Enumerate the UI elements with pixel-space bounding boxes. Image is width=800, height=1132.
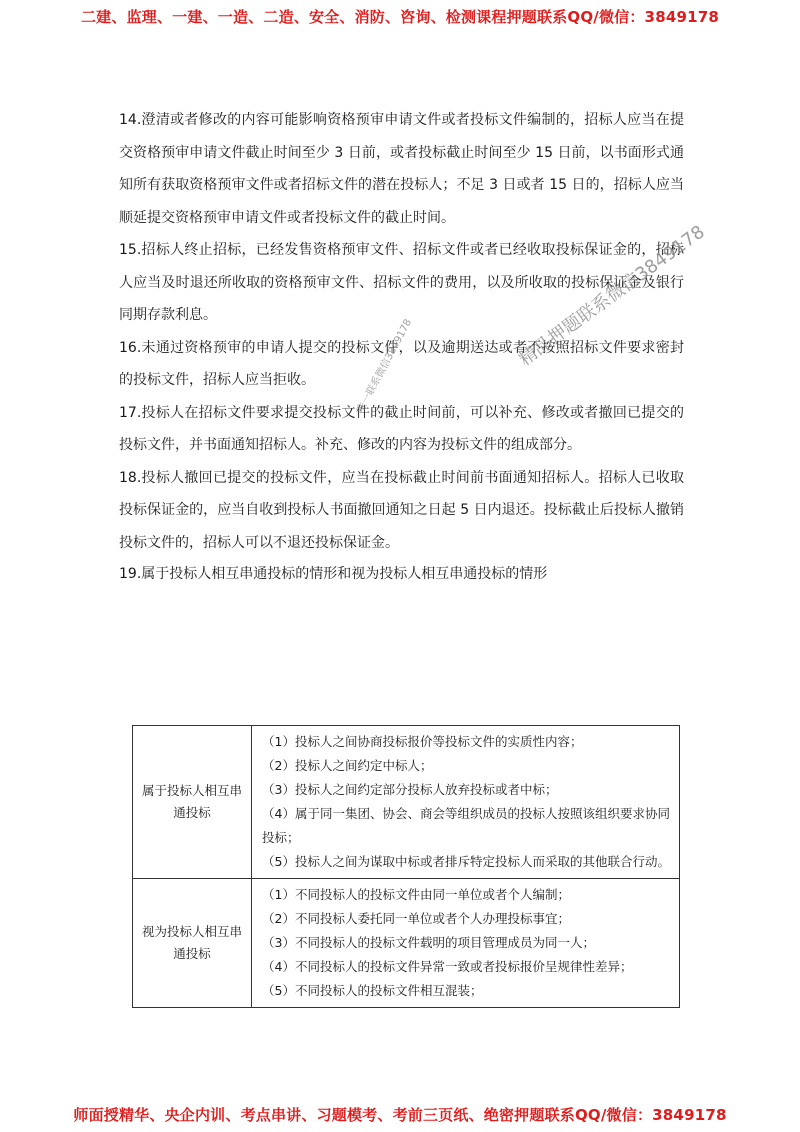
list-item: （5）不同投标人的投标文件相互混装； [262,983,483,998]
paragraph-14: 14.澄清或者修改的内容可能影响资格预审申请文件或者投标文件编制的，招标人应当在提交资格预审申请文件截止时间至少 3 日前，或者投标截止时间至少 15 日前，以书面形式通知所有获取资格预审文件或者招标文件的潜在投标人；不足 3 日或者 15 日的，招标人应当顺延提交资格预审申请文件或者投标文件的截止时间。 [119,112,684,226]
watermark-small: 唯一联系微信3849178 [355,317,415,415]
paragraph-15: 15.招标人终止招标，已经发售资格预审文件、招标文件或者已经收取投标保证金的，招标人应当及时退还所收取的资格预审文件、招标文件的费用，以及所收取的投标保证金及银行同期存款利息。 [119,242,684,323]
header-banner: 二建、监理、一建、一造、二造、安全、消防、咨询、检测课程押题联系QQ/微信：3849178 [80,8,720,26]
table-items-cell [252,879,680,1008]
table-items-cell [252,726,680,879]
paragraph-19: 19.属于投标人相互串通投标的情形和视为投标人相互串通投标的情形 [119,566,548,582]
table-category-cell: 视为投标人相互串通投标 [133,879,252,1008]
collusion-table [132,725,680,1008]
paragraph-17: 17.投标人在招标文件要求提交投标文件的截止时间前，可以补充、修改或者撤回已提交的投标文件，并书面通知招标人。补充、修改的内容为投标文件的组成部分。 [119,404,684,453]
list-item: （4）属于同一集团、协会、商会等组织成员的投标人按照该组织要求协同投标； [262,806,670,845]
list-item: （4）不同投标人的投标文件异常一致或者投标报价呈规律性差异； [262,959,633,974]
list-item: （1）投标人之间协商投标报价等投标文件的实质性内容； [262,734,583,749]
watermark-large: 精品押题联系微信3849178 [515,221,709,371]
table-row [133,726,680,879]
list-item: （3）不同投标人的投标文件载明的项目管理成员为同一人； [262,935,595,950]
list-item: （2）投标人之间约定中标人； [262,758,433,773]
table-row [133,879,680,1008]
paragraph-18: 18.投标人撤回已提交的投标文件，应当在投标截止时间前书面通知招标人。招标人已收取投标保证金的，应当自收到投标人书面撤回通知之日起 5 日内退还。投标截止后投标人撤销投标文件的，招标人可以不退还投标保证金。 [119,469,684,551]
list-item: （5）投标人之间为谋取中标或者排斥特定投标人而采取的其他联合行动。 [262,854,670,869]
document-body [119,104,684,589]
list-item: （3）投标人之间约定部分投标人放弃投标或者中标； [262,782,558,797]
footer-banner: 师面授精华、央企内训、考点串讲、习题模考、考前三页纸、绝密押题联系QQ/微信：3849178 [73,1106,727,1124]
list-item: （2）不同投标人委托同一单位或者个人办理投标事宜； [262,911,570,926]
paragraph-16: 16.未通过资格预审的申请人提交的投标文件，以及逾期送达或者不按照招标文件要求密封的投标文件，招标人应当拒收。 [119,339,684,388]
list-item: （1）不同投标人的投标文件由同一单位或者个人编制； [262,887,570,902]
table-category-cell: 属于投标人相互串通投标 [133,726,252,879]
